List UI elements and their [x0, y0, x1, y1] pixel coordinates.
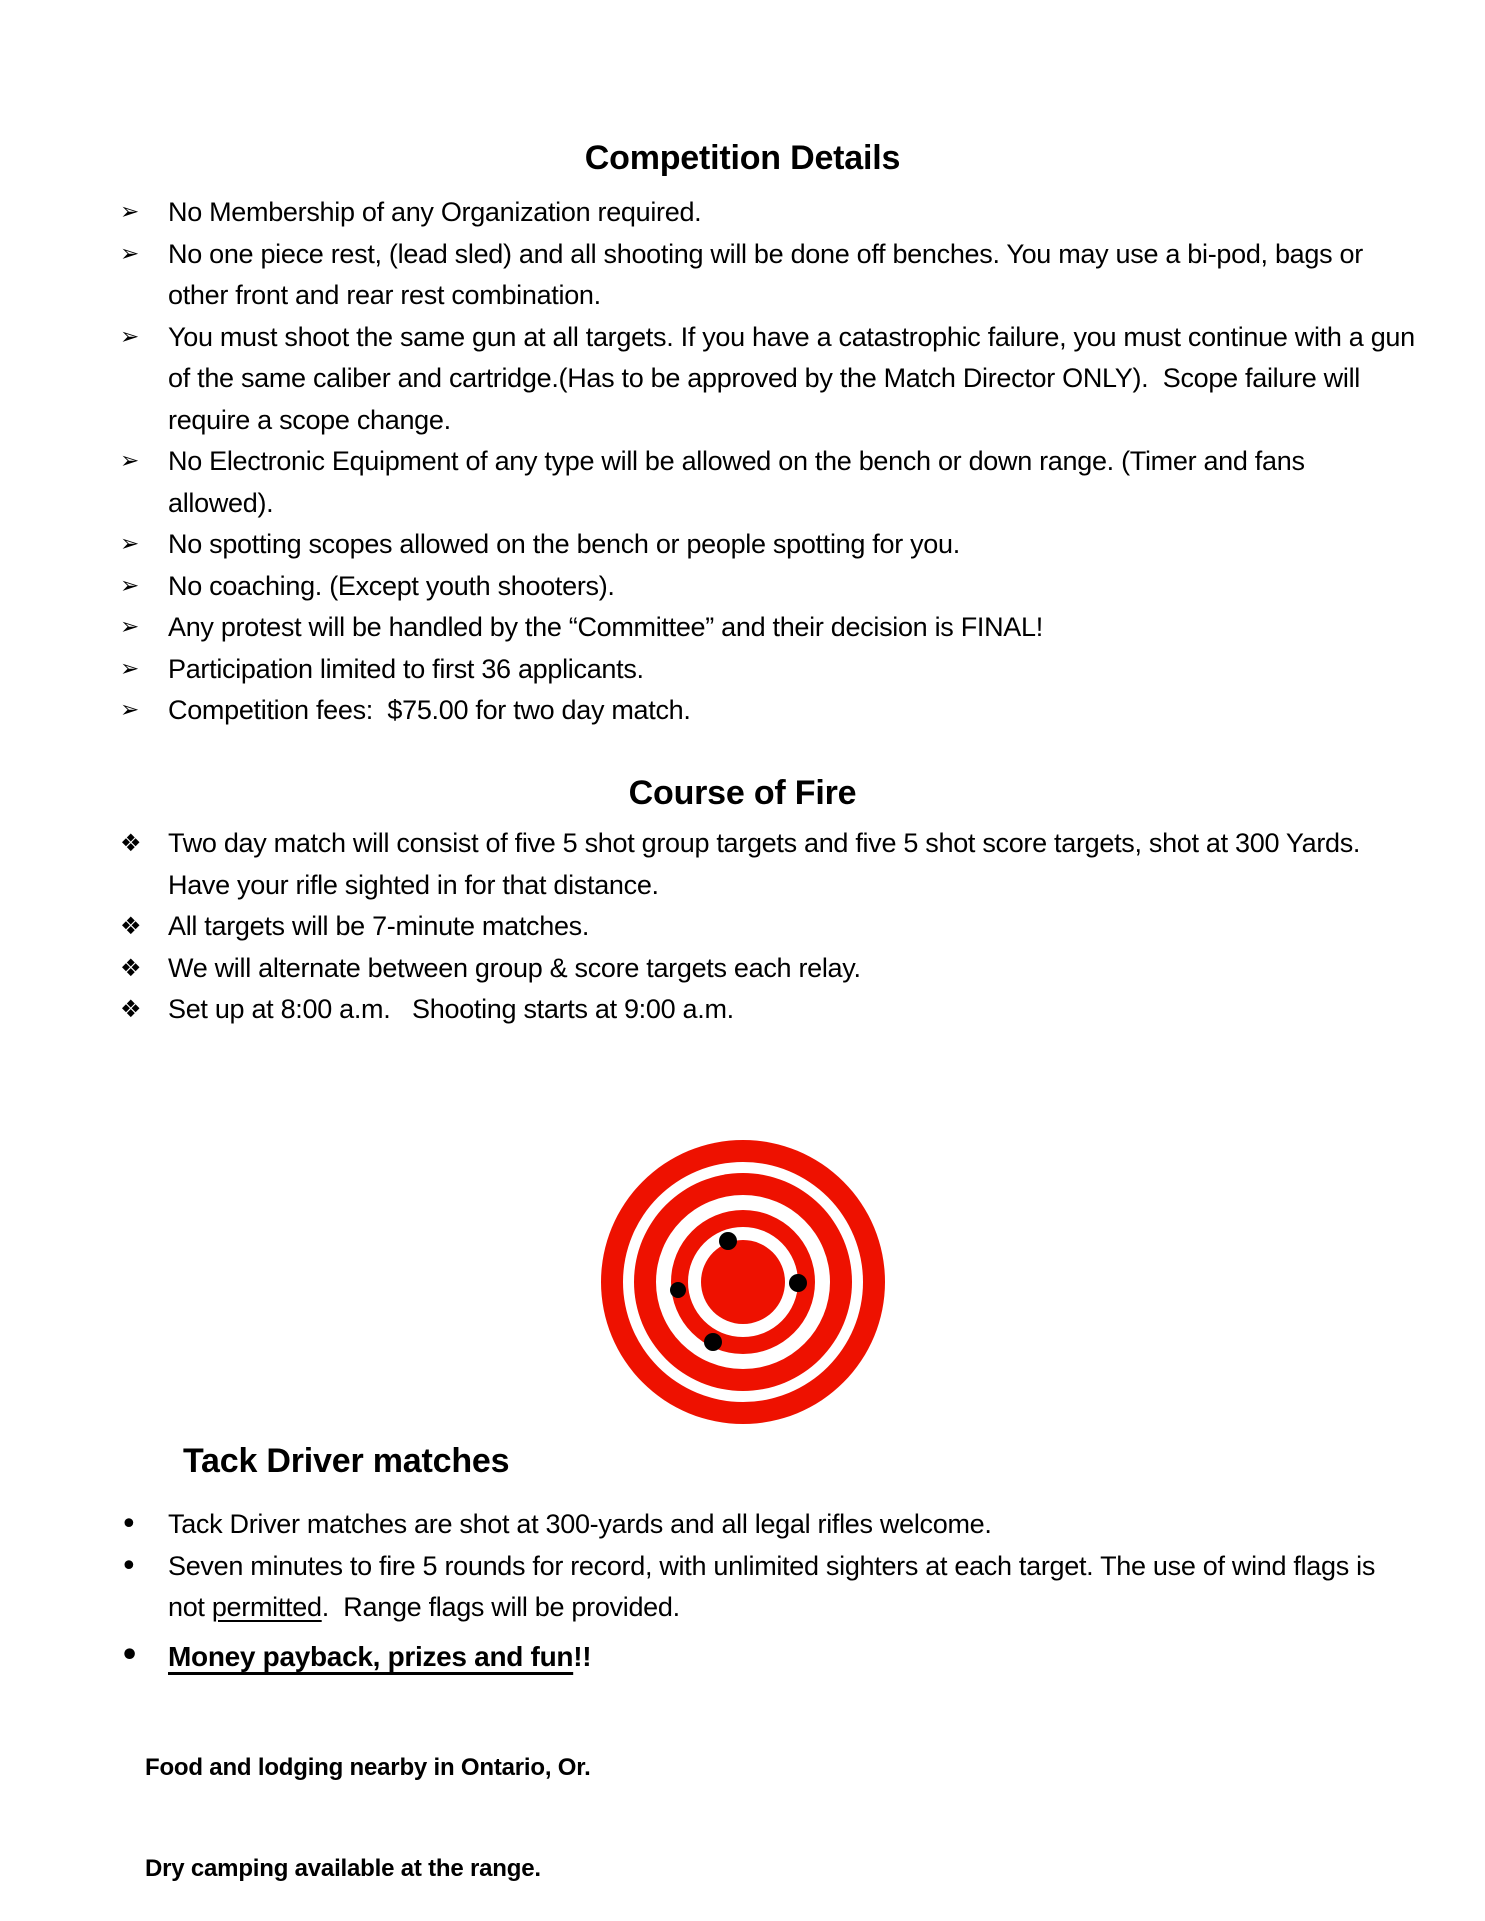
bullet-text: No Electronic Equipment of any type will be allowed on the bench or down range. (Timer and fans allowed).: [168, 446, 1312, 518]
target-ring: [701, 1240, 785, 1324]
bullet-item-money: [120, 1635, 1415, 1678]
diamond-bullet-icon: ❖: [120, 953, 142, 982]
bullet-hole: [670, 1282, 686, 1298]
bullet-item: [120, 649, 1415, 691]
shooting-target-svg: [593, 1132, 893, 1432]
course-list: [120, 823, 1415, 1031]
bullet-hole: [719, 1232, 737, 1250]
bullet-text: Participation limited to first 36 applicants.: [168, 653, 644, 684]
arrow-bullet-icon: ➢: [120, 572, 139, 599]
arrow-bullet-icon: ➢: [120, 614, 139, 640]
footer-line: Dry camping available at the range.: [145, 1854, 541, 1882]
bullet-item: [120, 823, 1415, 906]
arrow-bullet-icon: ➢: [120, 323, 139, 350]
arrow-bullet-icon: ➢: [120, 240, 139, 267]
underlined-word: permitted: [211, 1592, 322, 1622]
bullet-item: [120, 690, 1415, 732]
course-title: Course of Fire: [628, 774, 857, 812]
diamond-bullet-icon: ❖: [120, 995, 142, 1023]
competition-list: [120, 192, 1423, 732]
diamond-bullet-icon: ❖: [120, 829, 142, 857]
footer-note: [145, 1684, 591, 1921]
bullet-item: [120, 566, 1415, 608]
bullet-item: [120, 524, 1415, 566]
dot-bullet-icon: •: [120, 1637, 139, 1673]
bullet-item: [120, 234, 1415, 317]
bullet-text: Any protest will be handled by the “Committee” and their decision is FINAL!: [168, 612, 1043, 642]
bullet-item: [120, 192, 1415, 234]
bullet-item: [120, 441, 1415, 524]
bullet-item: [120, 906, 1415, 948]
bullet-text: . Range flags will be provided.: [321, 1592, 680, 1622]
bullet-text: No spotting scopes allowed on the bench or people spotting for you.: [168, 529, 960, 559]
bullet-item: [120, 317, 1423, 442]
dot-bullet-icon: •: [120, 1548, 138, 1584]
bullet-text: No Membership of any Organization required.: [168, 197, 702, 227]
arrow-bullet-icon: ➢: [120, 655, 139, 682]
dot-bullet-icon: •: [120, 1507, 138, 1542]
bullet-item: [120, 607, 1415, 649]
bullet-text: No coaching. (Except youth shooters).: [168, 570, 615, 601]
tack-heading: Tack Driver matches: [183, 1442, 510, 1480]
bullet-item: [120, 989, 1415, 1031]
footer-line: Food and lodging nearby in Ontario, Or.: [145, 1754, 591, 1781]
bullet-text: You must shoot the same gun at all targets. If you have a catastrophic failure, you must continue with a gun of the same caliber and cartridge.(Has to be approved by the Match Director ONLY). Scope failure will require a scope change.: [168, 321, 1423, 435]
bullet-hole: [704, 1333, 722, 1351]
bullet-item: [120, 1504, 1415, 1546]
bullet-text: All targets will be 7-minute matches.: [168, 911, 590, 941]
competition-title: Competition Details: [584, 139, 901, 177]
diamond-bullet-icon: ❖: [120, 912, 142, 940]
bullet-text: Competition fees: $75.00 for two day match.: [168, 695, 691, 725]
money-suffix: !!: [573, 1640, 592, 1672]
tack-list: [120, 1504, 1415, 1678]
bullet-text: Set up at 8:00 a.m. Shooting starts at 9:00 a.m.: [168, 994, 734, 1024]
arrow-bullet-icon: ➢: [120, 531, 139, 557]
arrow-bullet-icon: ➢: [120, 199, 139, 225]
bullet-text: Seven minutes to fire 5 rounds for record, with unlimited sighters at each target. The use of wind flags is not: [168, 1550, 1383, 1622]
shooting-target-image: [593, 1132, 893, 1432]
bullet-text: Two day match will consist of five 5 shot group targets and five 5 shot score targets, shot at 300 Yards. Have your rifle sighted in for that distance.: [168, 828, 1375, 900]
money-text: Money payback, prizes and fun: [168, 1640, 574, 1672]
arrow-bullet-icon: ➢: [120, 448, 139, 474]
bullet-text: No one piece rest, (lead sled) and all shooting will be done off benches. You may use a bi-pod, bags or other front and rear rest combination.: [168, 238, 1371, 310]
bullet-item: [120, 1546, 1415, 1629]
arrow-bullet-icon: ➢: [120, 697, 139, 723]
bullet-hole: [789, 1274, 807, 1292]
bullet-text: We will alternate between group & score targets each relay.: [168, 952, 861, 983]
bullet-item: [120, 948, 1415, 990]
bullet-text: Tack Driver matches are shot at 300-yards and all legal rifles welcome.: [168, 1509, 992, 1539]
